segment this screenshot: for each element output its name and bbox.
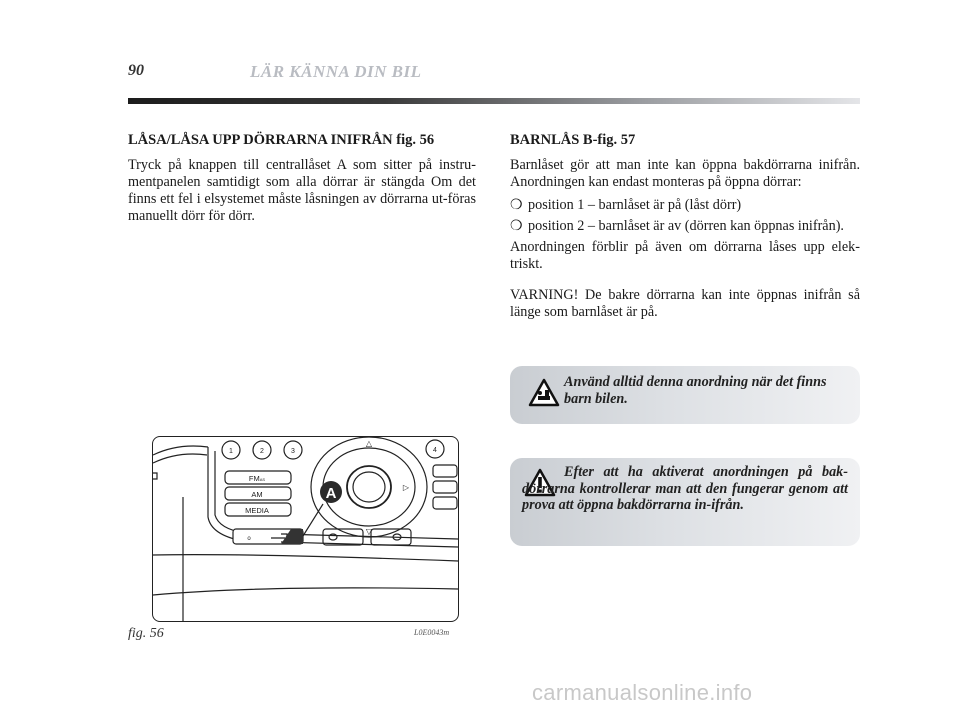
door-lock-paragraph: Tryck på knappen till centrallåset A som sitter på instru-mentpanelen samtidigt som alla dörrar är stängda Om det finns ett fel i elsystemet måste låsningen av dörrarna ut-föras manuellt dörr för dörr. (128, 157, 476, 224)
bullet-item (510, 218, 860, 235)
child-seat-warning-icon (528, 378, 560, 413)
section-heading-door-lock: LÅSA/LÅSA UPP DÖRRARNA INIFRÅN fig. 56 (128, 132, 435, 148)
preset-button-2: 2 (260, 448, 264, 455)
note-text: Efter att ha aktiverat anordningen på bak-dörrarna kontrollerar man att den fungerar genom att prova att öppna bakdörrarna in-ifrån. (522, 464, 848, 513)
figure-code: L0E0043m (414, 628, 450, 637)
bullet-text: position 2 – barnlåset är av (dörren kan öppnas inifrån). (528, 218, 844, 234)
figure-dashboard-panel (152, 436, 459, 622)
fm-button-label: FMAS (248, 474, 266, 483)
note-box-warning (510, 458, 860, 546)
nav-right-arrow: ▷ (402, 483, 410, 492)
nav-down-arrow: ▽ (365, 527, 373, 536)
running-title: LÄR KÄNNA DIN BIL (250, 62, 422, 81)
note-text: Använd alltid denna anordning när det finns barn bilen. (564, 374, 827, 407)
right-column (510, 132, 860, 327)
preset-button-4: 4 (433, 447, 437, 454)
bullet-mark: ❍ (510, 197, 523, 213)
figure-caption: fig. 56 (128, 626, 164, 641)
warning-paragraph: VARNING! De bakre dörrarna kan inte öppnas inifrån så länge som barnlåset är på. (510, 287, 860, 320)
child-lock-followup: Anordningen förblir på även om dörrarna låses upp elek-triskt. (510, 239, 860, 272)
central-lock-button (233, 529, 303, 544)
lock-button-mark: o (247, 536, 251, 542)
section-heading-child-lock: BARNLÅS B-fig. 57 (510, 132, 636, 148)
bullet-text: position 1 – barnlåset är på (låst dörr) (528, 197, 742, 213)
page-number: 90 (128, 62, 144, 79)
note-box-child (510, 366, 860, 424)
media-button-label: MEDIA (245, 506, 269, 515)
left-column (128, 132, 476, 231)
child-lock-intro: Barnlåset gör att man inte kan öppna bakdörrarna inifrån. Anordningen kan endast monteras på öppna dörrar: (510, 157, 860, 190)
bullet-mark: ❍ (510, 218, 523, 234)
watermark: carmanualsonline.info (532, 680, 753, 705)
callout-a: A (325, 485, 337, 502)
am-button-label: AM (251, 490, 263, 499)
nav-up-arrow: △ (365, 439, 373, 448)
bullet-item (510, 197, 860, 214)
preset-button-1: 1 (229, 448, 233, 455)
header-rule (128, 98, 860, 104)
preset-button-3: 3 (291, 448, 295, 455)
